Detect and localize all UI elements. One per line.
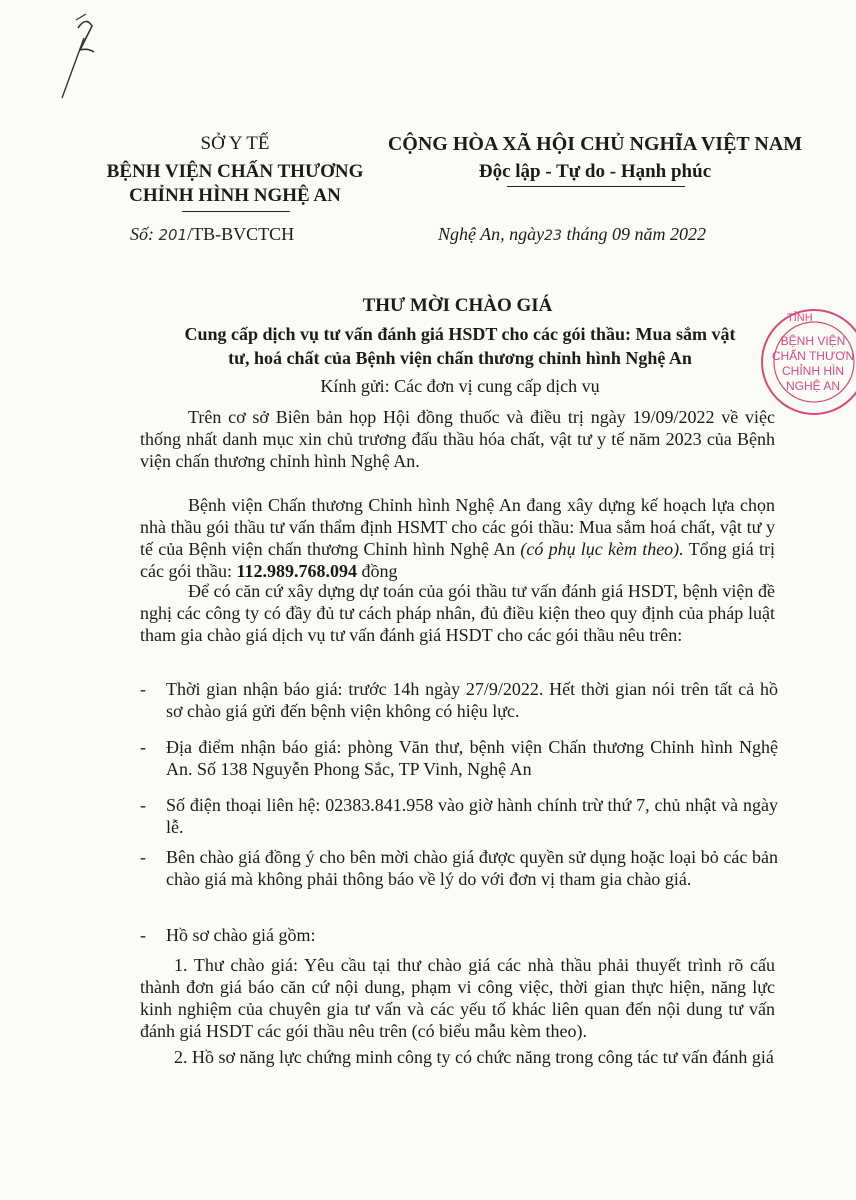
doc-number-suffix: /TB-BVCTCH bbox=[187, 224, 295, 244]
recipient-line: Kính gửi: Các đơn vị cung cấp dịch vụ bbox=[320, 376, 600, 396]
bullet-item: - Bên chào giá đồng ý cho bên mời chào giá được quyền sử dụng hoặc loại bỏ các bản chào giá mà không phải thông báo về lý do với đơn vị tham gia chào giá. bbox=[140, 847, 778, 889]
letter-title: THƯ MỜI CHÀO GIÁ bbox=[362, 295, 553, 316]
bullet-text: Địa điểm nhận báo giá: phòng Văn thư, bệnh viện Chấn thương Chỉnh hình Nghệ An. Số 138 Nguyễn Phong Sắc, TP Vinh, Nghệ An bbox=[166, 737, 778, 779]
bullet-item: - Địa điểm nhận báo giá: phòng Văn thư, bệnh viện Chấn thương Chỉnh hình Nghệ An. Số 138 Nguyễn Phong Sắc, TP Vinh, Nghệ An bbox=[140, 737, 778, 779]
doc-number-prefix: Số: bbox=[130, 224, 154, 244]
total-currency: đồng bbox=[361, 561, 398, 581]
bullet-item: - Thời gian nhận báo giá: trước 14h ngày 27/9/2022. Hết thời gian nói trên tất cả hồ sơ chào giá gửi đến bệnh viện không có hiệu lực. bbox=[140, 679, 778, 721]
hospital-name-line2: CHỈNH HÌNH NGHỆ AN bbox=[129, 185, 341, 206]
stamp-line4: NGHỆ AN bbox=[785, 379, 840, 393]
handwritten-mark bbox=[58, 8, 118, 103]
document-number bbox=[130, 224, 294, 245]
hospital-name-line1: BỆNH VIỆN CHẤN THƯƠNG bbox=[106, 161, 364, 182]
paragraph-2-main: Bệnh viện Chấn thương Chỉnh hình Nghệ An đang xây dựng kế hoạch lựa chọn nhà thầu gói thầu tư vấn thẩm định HSMT cho các gói thầu: Mua sắm hoá chất, vật tư y tế của Bệnh viện chấn thương Chỉnh hình Nghệ An bbox=[140, 495, 775, 559]
numbered-item-2: 2. Hồ sơ năng lực chứng minh công ty có chức năng trong công tác tư vấn đánh giá bbox=[174, 1047, 774, 1067]
hospital-underline bbox=[182, 211, 290, 212]
total-value-label: Tổng giá trị các gói thầu: bbox=[140, 539, 776, 581]
stamp-line1: BỆNH VIỆN bbox=[780, 334, 846, 348]
place-date bbox=[438, 224, 706, 245]
ministry-name: SỞ Y TẾ bbox=[200, 133, 270, 154]
subject-line1: Cung cấp dịch vụ tư vấn đánh giá HSDT cho các gói thầu: Mua sắm vật bbox=[184, 324, 736, 344]
subject-line2: tư, hoá chất của Bệnh viện chấn thương chỉnh hình Nghệ An bbox=[228, 348, 692, 368]
paragraph-2 bbox=[140, 494, 775, 582]
bullet-item: - Hồ sơ chào giá gồm: bbox=[140, 924, 780, 946]
motto: Độc lập - Tự do - Hạnh phúc bbox=[478, 161, 712, 182]
stamp-text bbox=[768, 334, 856, 394]
paragraph-3: Để có căn cứ xây dựng dự toán của gói thầu tư vấn đánh giá HSDT, bệnh viện đề nghị các công ty có đầy đủ tư cách pháp nhân, đủ điều kiện theo quy định của pháp luật tham gia chào giá dịch vụ tư vấn đánh giá HSDT cho các gói thầu nêu trên: bbox=[140, 581, 775, 645]
bullet-text: Hồ sơ chào giá gồm: bbox=[166, 925, 316, 945]
place-date-suffix: tháng 09 năm 2022 bbox=[566, 224, 706, 244]
numbered-item-1: 1. Thư chào giá: Yêu cầu tại thư chào giá các nhà thầu phải thuyết trình rõ cấu thành đơn giá báo căn cứ nội dung, phạm vi công việc, thời gian thực hiện, năng lực kinh nghiệm của chuyên gia tư vấn và các yếu tố khác liên quan đến nội dung tư vấn đánh giá HSDT các gói thầu nêu trên (có biểu mẫu kèm theo). bbox=[140, 955, 775, 1041]
bullet-item: - Số điện thoại liên hệ: 02383.841.958 vào giờ hành chính trừ thứ 7, chủ nhật và ngày lễ. bbox=[140, 795, 778, 837]
bullet-text: Bên chào giá đồng ý cho bên mời chào giá được quyền sử dụng hoặc loại bỏ các bản chào giá mà không phải thông báo về lý do với đơn vị tham gia chào giá. bbox=[166, 847, 778, 889]
total-value: 112.989.768.094 bbox=[236, 561, 357, 581]
country-name: CỘNG HÒA XÃ HỘI CHỦ NGHĨA VIỆT NAM bbox=[387, 133, 803, 155]
day-handwritten: 23 bbox=[544, 228, 562, 244]
bullet-text: Số điện thoại liên hệ: 02383.841.958 vào giờ hành chính trừ thứ 7, chủ nhật và ngày lễ. bbox=[166, 795, 778, 837]
doc-number-handwritten: 201 bbox=[158, 226, 188, 244]
paragraph-2-appendix: (có phụ lục kèm theo). bbox=[520, 539, 684, 559]
stamp-line3: CHỈNH HÌN bbox=[782, 364, 844, 378]
bullet-text: Thời gian nhận báo giá: trước 14h ngày 27/9/2022. Hết thời gian nói trên tất cả hồ sơ chào giá gửi đến bệnh viện không có hiệu lực. bbox=[166, 679, 778, 721]
motto-underline bbox=[507, 186, 685, 187]
paragraph-1: Trên cơ sở Biên bản họp Hội đồng thuốc và điều trị ngày 19/09/2022 về việc thống nhất danh mục xin chủ trương đấu thầu hóa chất, vật tư y tế năm 2023 của Bệnh viện chấn thương chỉnh hình Nghệ An. bbox=[140, 407, 775, 471]
stamp-arc-text: TỈNH bbox=[787, 312, 813, 324]
place-date-prefix: Nghệ An, ngày bbox=[438, 224, 545, 244]
stamp-line2: CHẤN THƯƠN bbox=[771, 349, 855, 363]
